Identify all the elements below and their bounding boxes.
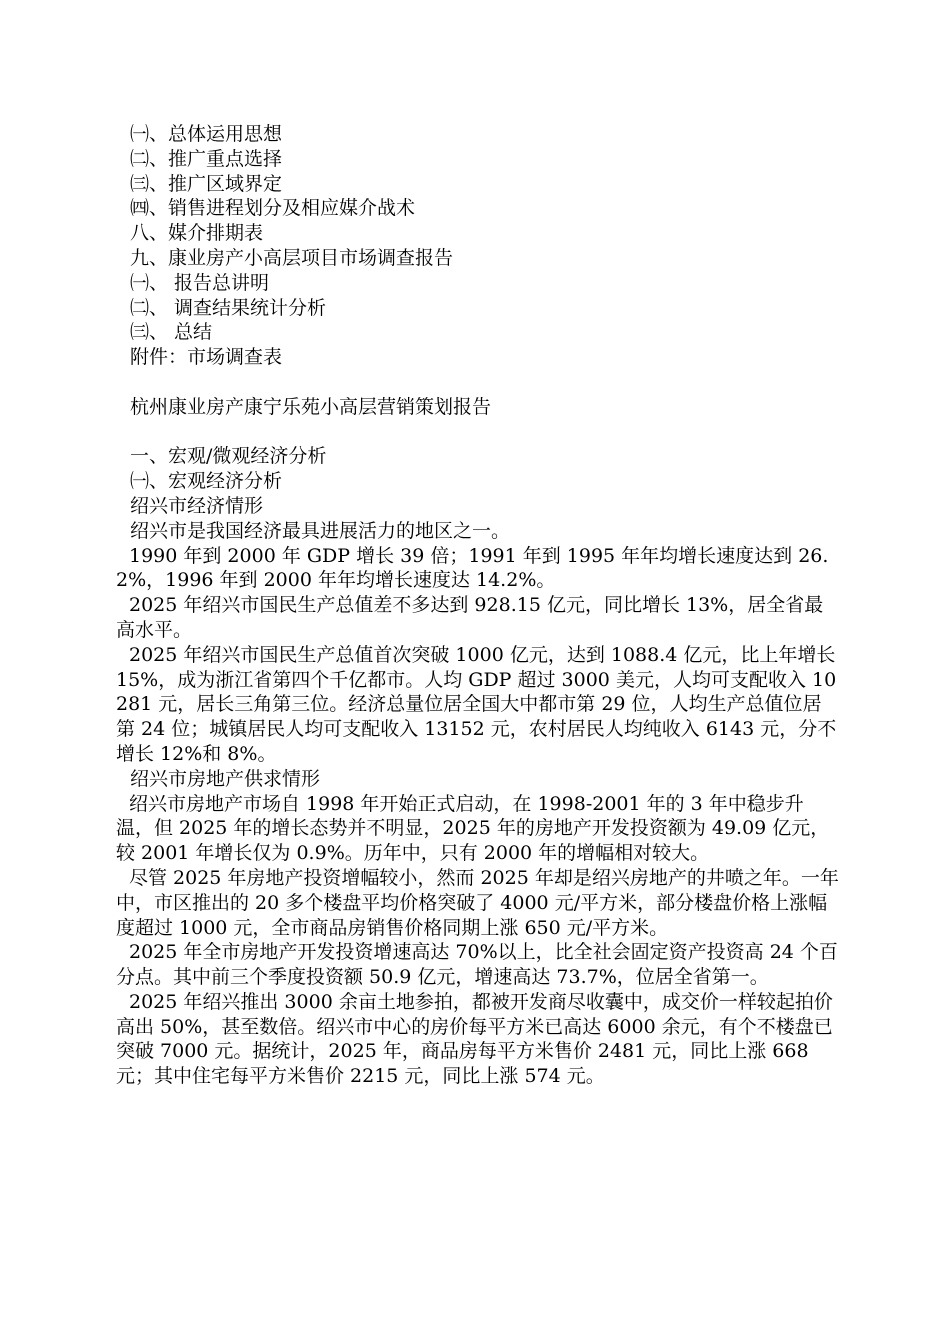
- paragraph: 2025 年绍兴市国民生产总值首次突破 1000 亿元，达到 1088.4 亿元，比上年增长 15%，成为浙江省第四个千亿都市。人均 GDP 超过 3000 美元，人均可支配收入 10281 元，居长三角第三位。经济总量位居全国大中都市第 29 位，人均生产总值位居第 24 位；城镇居民人均可支配收入 13152 元，农村居民人均纯收入 6143 元，分不增长 12%和 8%。: [116, 643, 837, 765]
- toc-item: ㈡、推广重点选择: [130, 147, 283, 170]
- toc-item: ㈠、总体运用思想: [130, 123, 283, 145]
- paragraph: 2025 年绍兴推出 3000 余亩土地参拍，都被开发商尽收囊中，成交价一样较起拍价高出 50%，甚至数倍。绍兴市中心的房价每平方米已高达 6000 余元，有个不楼盘已突破 7000 元。据统计，2025 年，商品房每平方米售价 2481 元，同比上涨 668 元；其中住宅每平方米售价 2215 元，同比上涨 574 元。: [116, 990, 833, 1088]
- document-title: 杭州康业房产康宁乐苑小高层营销策划报告: [130, 395, 492, 418]
- toc-item: ㈠、 报告总讲明: [130, 271, 270, 294]
- topic-heading: 绍兴市经济情形: [130, 494, 264, 517]
- subsection-heading: ㈠、宏观经济分析: [130, 470, 283, 493]
- section-heading: 一、宏观/微观经济分析: [130, 445, 327, 468]
- toc-item: ㈢、推广区域界定: [130, 172, 283, 195]
- toc-item: ㈡、 调查结果统计分析: [130, 296, 327, 319]
- document-page: [116, 122, 840, 1089]
- paragraph: 尽管 2025 年房地产投资增幅较小，然而 2025 年却是绍兴房地产的井喷之年。一年中，市区推出的 20 多个楼盘平均价格突破了 4000 元/平方米，部分楼盘价格上涨幅度超过 1000 元，全市商品房销售价格同期上涨 650 元/平方米。: [116, 866, 839, 939]
- toc-item: ㈢、 总结: [130, 321, 213, 344]
- paragraph: 1990 年到 2000 年 GDP 增长 39 倍；1991 年到 1995 年年均增长速度达到 26.2%，1996 年到 2000 年年均增长速度达 14.2%。: [116, 544, 829, 592]
- topic-heading: 绍兴市房地产供求情形: [130, 767, 321, 790]
- paragraph: 2025 年全市房地产开发投资增速高达 70%以上，比全社会固定资产投资高 24 个百分点。其中前三个季度投资额 50.9 亿元，增速高达 73.7%，位居全省第一。: [116, 941, 838, 989]
- toc-item: ㈣、销售进程划分及相应媒介战术: [130, 197, 416, 220]
- toc-item: 九、康业房产小高层项目市场调查报告: [130, 246, 454, 269]
- paragraph: 绍兴市房地产市场自 1998 年开始正式启动，在 1998-2001 年的 3 年中稳步升温，但 2025 年的增长态势并不明显，2025 年的房地产开发投资额为 49.09 亿元，较 2001 年增长仅为 0.9%。历年中，只有 2000 年的增幅相对较大。: [116, 792, 830, 865]
- intro-sentence: 绍兴市是我国经济最具进展活力的地区之一。: [130, 519, 511, 542]
- toc-item: 八、媒介排期表: [130, 222, 264, 245]
- spacer: [116, 370, 840, 395]
- toc-item: 附件：市场调查表: [130, 346, 283, 369]
- paragraph: 2025 年绍兴市国民生产总值差不多达到 928.15 亿元，同比增长 13%，居全省最高水平。: [116, 594, 824, 641]
- spacer: [116, 420, 840, 445]
